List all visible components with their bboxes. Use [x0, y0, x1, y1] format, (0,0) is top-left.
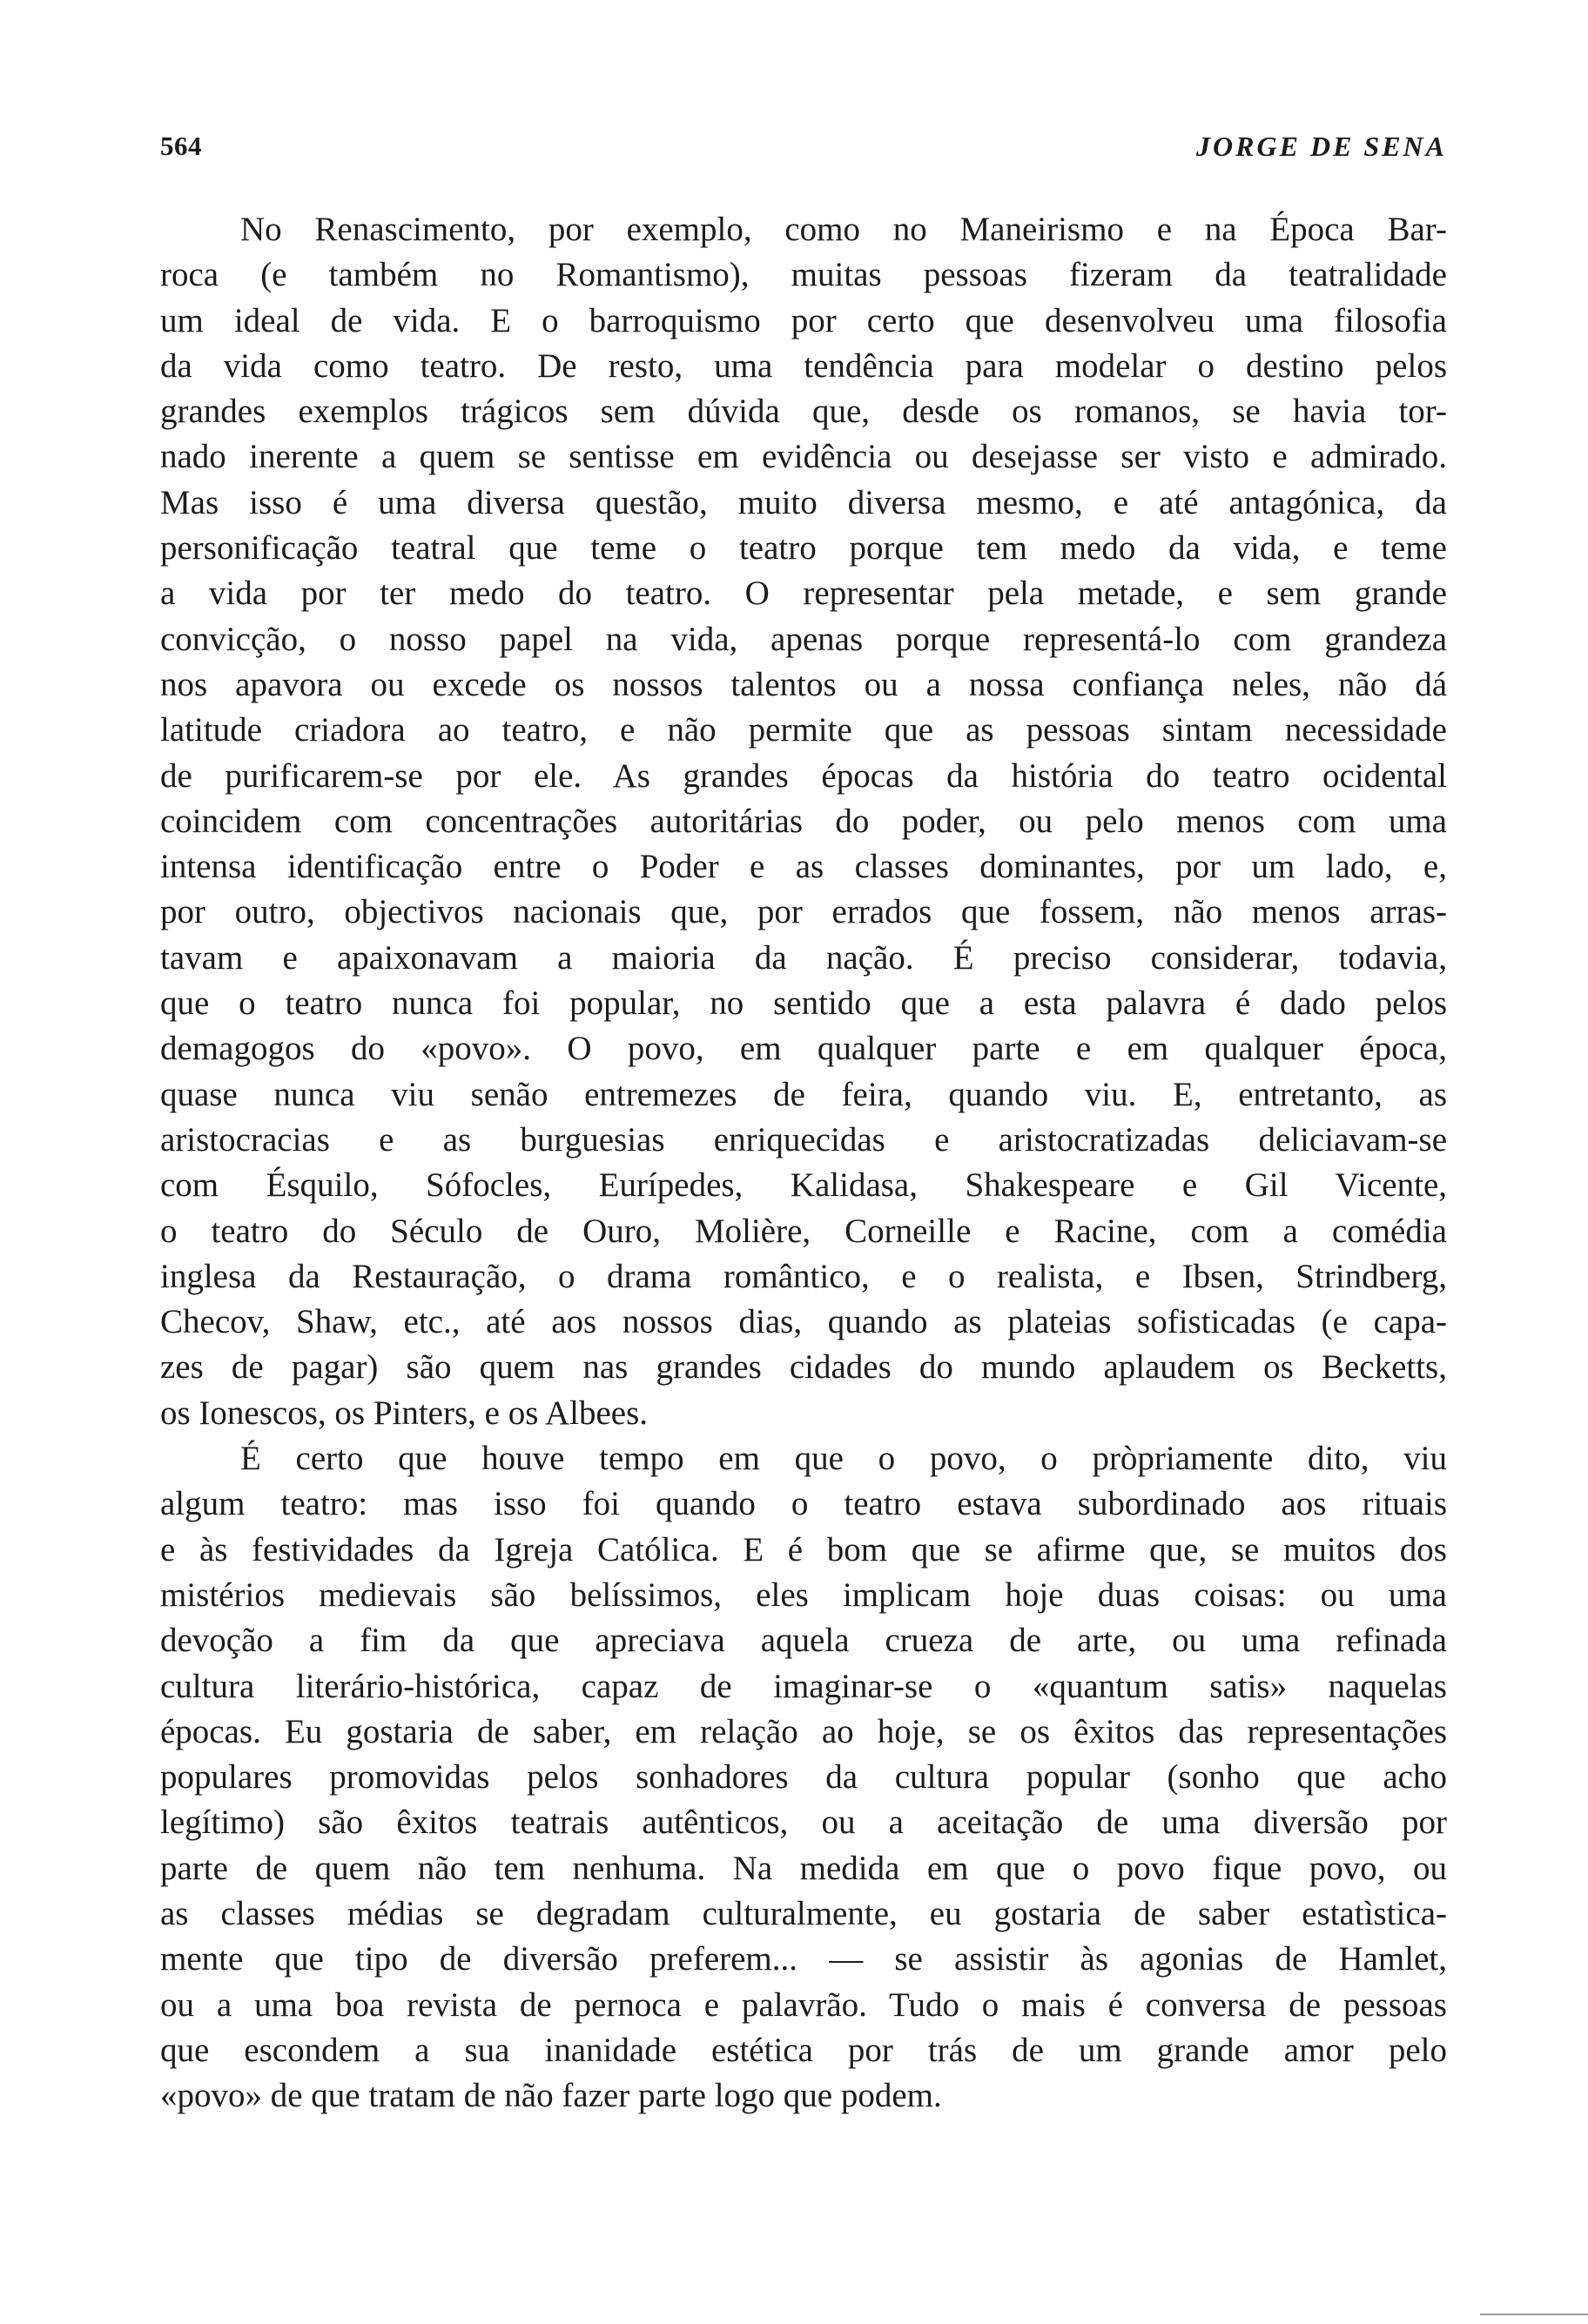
text-line: demagogos do «povo». O povo, em qualquer parte e em qualquer época, — [160, 1030, 1447, 1068]
running-head-author: JORGE DE SENA — [1196, 131, 1447, 162]
text-line: personificação teatral que teme o teatro porque tem medo da vida, e teme — [160, 529, 1447, 568]
text-line: cultura literário-histórica, capaz de imaginar-se o «quantum satis» naquelas — [160, 1667, 1447, 1705]
text-line: os Ionescos, os Pinters, e os Albees. — [160, 1394, 649, 1432]
text-line: Checov, Shaw, etc., até aos nossos dias, quando as plateias sofisticadas (e capa- — [160, 1303, 1447, 1341]
text-line: É certo que houve tempo em que o povo, o pròpriamente dito, viu — [240, 1440, 1447, 1478]
text-line: parte de quem não tem nenhuma. Na medida em que o povo fique povo, ou — [160, 1849, 1447, 1887]
text-line: inglesa da Restauração, o drama romântico, e o realista, e Ibsen, Strindberg, — [160, 1257, 1447, 1295]
text-line: No Renascimento, por exemplo, como no Maneirismo e na Época Bar- — [240, 211, 1447, 248]
text-line: que escondem a sua inanidade estética por trás de um grande amor pelo — [160, 2031, 1447, 2069]
text-line: populares promovidas pelos sonhadores da cultura popular (sonho que acho — [160, 1758, 1447, 1797]
text-line: as classes médias se degradam culturalmente, eu gostaria de saber estatìstica- — [160, 1894, 1447, 1932]
text-line: ou a uma boa revista de pernoca e palavrão. Tudo o mais é conversa de pessoas — [160, 1985, 1447, 2024]
text-line: e às festividades da Igreja Católica. E é bom que se afirme que, se muitos dos — [160, 1530, 1447, 1568]
text-line: Mas isso é uma diversa questão, muito diversa mesmo, e até antagónica, da — [160, 483, 1447, 521]
text-line: um ideal de vida. E o barroquismo por certo que desenvolveu uma filosofia — [160, 301, 1447, 339]
text-line: aristocracias e as burguesias enriquecidas e aristocratizadas deliciavam-se — [160, 1120, 1447, 1159]
text-line: legítimo) são êxitos teatrais autênticos, ou a aceitação de uma diversão por — [160, 1803, 1447, 1842]
bottom-rule — [1480, 2314, 1588, 2315]
text-line: mistérios medievais são belíssimos, eles implicam hoje duas coisas: ou uma — [160, 1575, 1447, 1614]
page-number: 564 — [160, 131, 202, 161]
text-line: épocas. Eu gostaria de saber, em relação ao hoje, se os êxitos das representações — [160, 1712, 1447, 1750]
paragraph-1 — [160, 207, 1447, 1436]
paragraph-2 — [160, 1436, 1447, 2119]
text-line: intensa identificação entre o Poder e as classes dominantes, por um lado, e, — [160, 848, 1447, 886]
text-line: de purificarem-se por ele. As grandes épocas da história do teatro ocidental — [160, 756, 1447, 795]
text-line: quase nunca viu senão entremezes de feira, quando viu. E, entretanto, as — [160, 1075, 1447, 1113]
text-line: com Ésquilo, Sófocles, Eurípedes, Kalidasa, Shakespeare e Gil Vicente, — [160, 1166, 1447, 1205]
running-head — [160, 120, 1447, 172]
text-line: convicção, o nosso papel na vida, apenas porque representá-lo com grandeza — [160, 620, 1447, 658]
text-line: o teatro do Século de Ouro, Molière, Corneille e Racine, com a comédia — [160, 1212, 1447, 1250]
text-line: roca (e também no Romantismo), muitas pessoas fizeram da teatralidade — [160, 256, 1447, 294]
text-line: nos apavora ou excede os nossos talentos ou a nossa confiança neles, não dá — [160, 665, 1447, 703]
text-line: coincidem com concentrações autoritárias do poder, ou pelo menos com uma — [160, 802, 1447, 840]
text-line: da vida como teatro. De resto, uma tendência para modelar o destino pelos — [160, 346, 1447, 385]
text-line: a vida por ter medo do teatro. O representar pela metade, e sem grande — [160, 574, 1447, 613]
text-line: zes de pagar) são quem nas grandes cidades do mundo aplaudem os Becketts, — [160, 1348, 1447, 1387]
body-text — [160, 207, 1447, 2119]
text-line: grandes exemplos trágicos sem dúvida que, desde os romanos, se havia tor- — [160, 393, 1447, 431]
text-line: «povo» de que tratam de não fazer parte logo que podem. — [160, 2077, 942, 2115]
text-line: devoção a fim da que apreciava aquela crueza de arte, ou uma refinada — [160, 1622, 1447, 1660]
text-line: por outro, objectivos nacionais que, por errados que fossem, não menos arras- — [160, 893, 1447, 931]
text-line: tavam e apaixonavam a maioria da nação. É preciso considerar, todavia, — [160, 938, 1447, 977]
text-line: que o teatro nunca foi popular, no sentido que a esta palavra é dado pelos — [160, 984, 1447, 1023]
text-line: nado inerente a quem se sentisse em evidência ou desejasse ser visto e admirado. — [160, 438, 1447, 476]
text-line: mente que tipo de diversão preferem... — se assistir às agonias de Hamlet, — [160, 1940, 1447, 1978]
text-line: algum teatro: mas isso foi quando o teatro estava subordinado aos rituais — [160, 1485, 1447, 1523]
text-line: latitude criadora ao teatro, e não permite que as pessoas sintam necessidade — [160, 711, 1447, 749]
